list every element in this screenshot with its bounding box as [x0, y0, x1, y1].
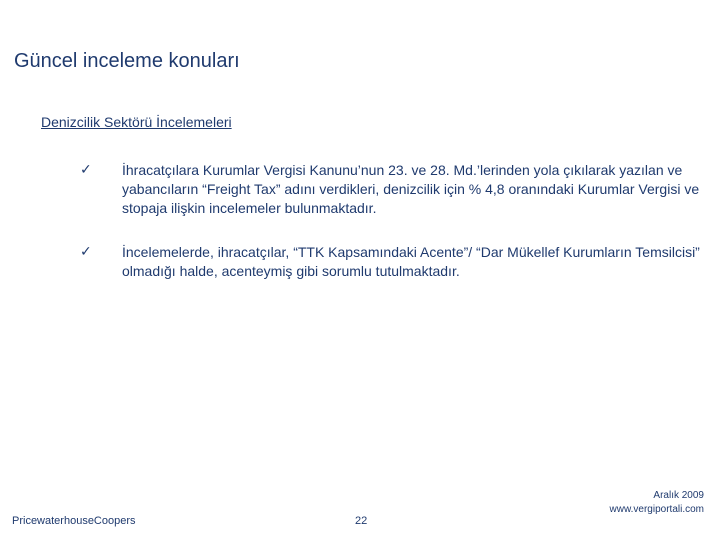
check-icon: ✓	[80, 162, 92, 178]
bullet-text: İncelemelerde, ihracatçılar, “TTK Kapsamındaki Acente”/ “Dar Mükellef Kurumların Temsilcisi” olmadığı halde, acenteymiş gibi sorumlu tutulmaktadır.	[122, 244, 700, 279]
footer-company: PricewaterhouseCoopers	[12, 515, 136, 527]
page-number: 22	[355, 515, 368, 527]
bullet-item	[80, 243, 700, 281]
bullet-text: İhracatçılara Kurumlar Vergisi Kanunu’nun 23. ve 28. Md.’lerinden yola çıkılarak yazılan ve yabancıların “Freight Tax” adını verdikleri, denizcilik için % 4,8 oranındaki Kurumlar Vergisi ve stopaja ilişkin incelemeler bulunmaktadır.	[122, 162, 700, 216]
check-icon: ✓	[80, 244, 92, 260]
footer-website[interactable]: www.vergiportali.com	[609, 504, 704, 515]
section-heading: Denizcilik Sektörü İncelemeleri	[41, 114, 232, 130]
bullet-item	[80, 161, 700, 218]
footer-date: Aralık 2009	[653, 490, 704, 501]
slide-title: Güncel inceleme konuları	[14, 50, 240, 72]
footer-info	[610, 489, 704, 517]
